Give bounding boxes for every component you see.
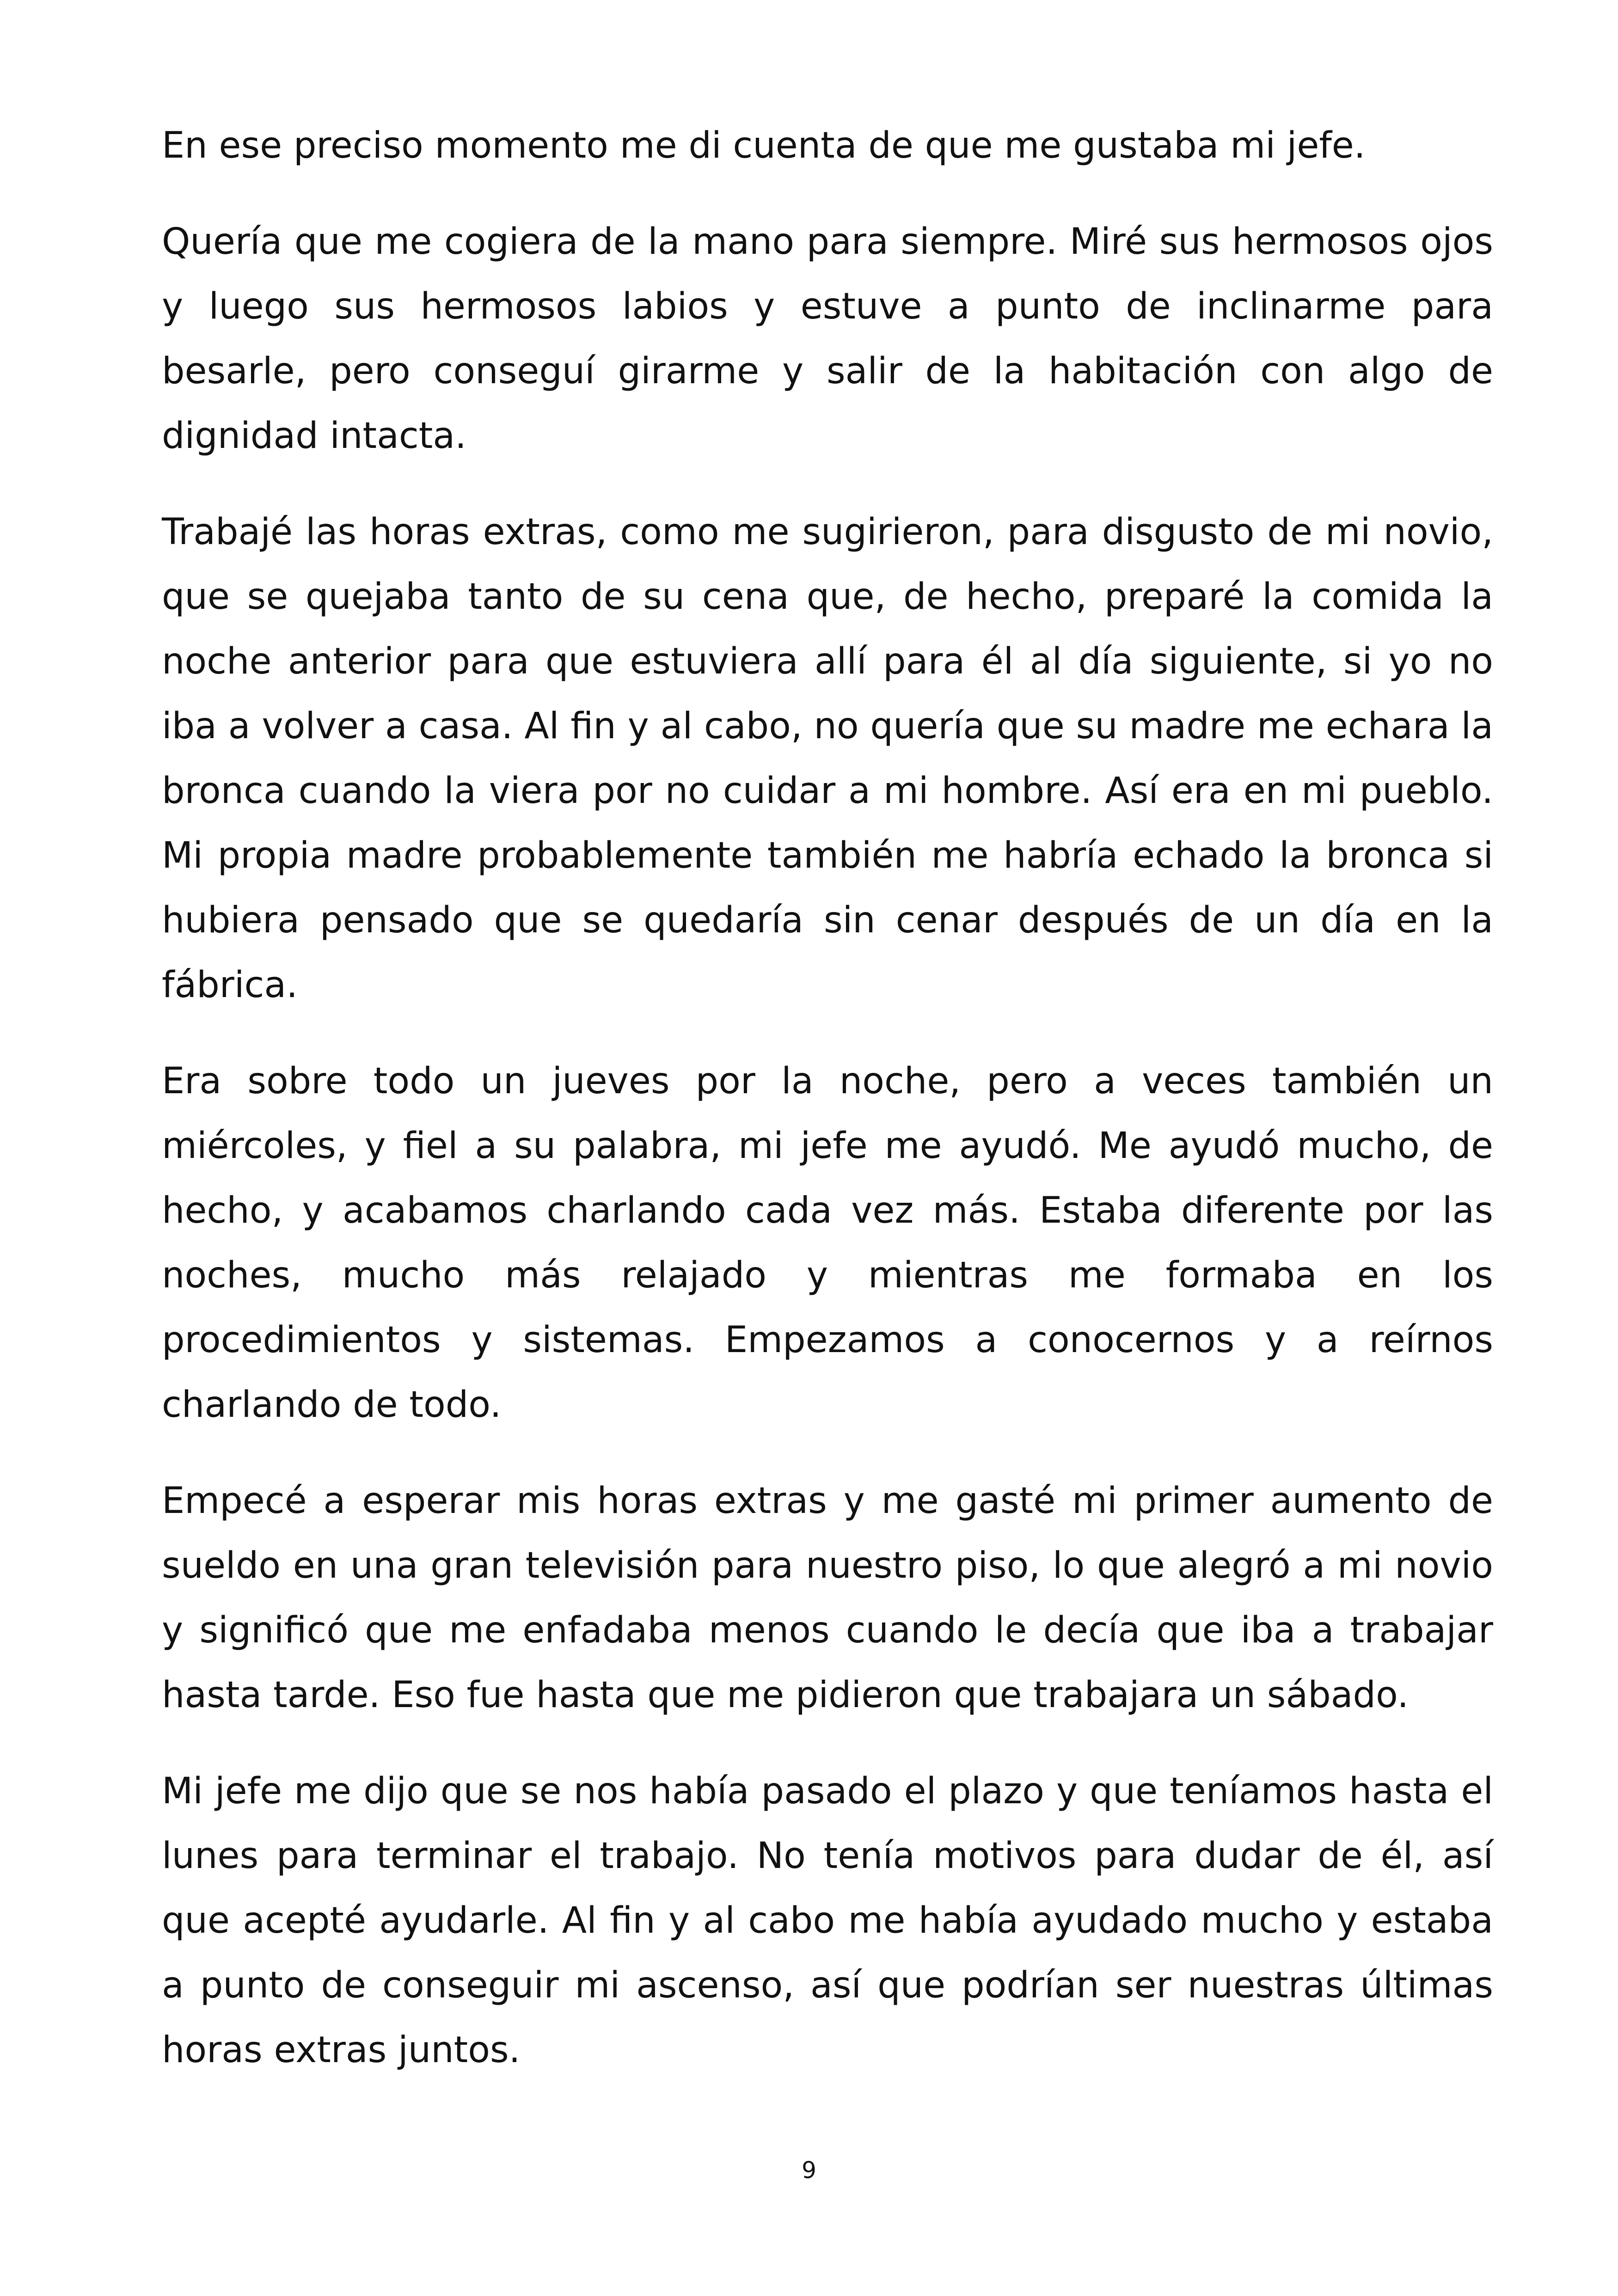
paragraph-5: Empecé a esperar mis horas extras y me gasté mi primer aumento de sueldo en una gran televisión para nuestro piso, lo que alegró a mi novio y significó que me enfadaba menos cuando le decía que iba a trabajar hasta tarde. Eso fue hasta que me pidieron que trabajara un sábado. (162, 1480, 1493, 1716)
paragraph-6: Mi jefe me dijo que se nos había pasado el plazo y que teníamos hasta el lunes para terminar el trabajo. No tenía motivos para dudar de él, así que acepté ayudarle. Al fin y al cabo me había ayudado mucho y estaba a punto de conseguir mi ascenso, así que podrían ser nuestras últimas horas extras juntos. (162, 1770, 1493, 2071)
paragraph-2: Quería que me cogiera de la mano para siempre. Miré sus hermosos ojos y luego sus hermosos labios y estuve a punto de inclinarme para besarle, pero conseguí girarme y salir de la habitación con algo de dignidad intacta. (162, 221, 1493, 457)
paragraph-3: Trabajé las horas extras, como me sugirieron, para disgusto de mi novio, que se quejaba tanto de su cena que, de hecho, preparé la comida la noche anterior para que estuviera allí para él al día siguiente, si yo no iba a volver a casa. Al fin y al cabo, no quería que su madre me echara la bronca cuando la viera por no cuidar a mi hombre. Así era en mi pueblo. Mi propia madre probablemente también me habría echado la bronca si hubiera pensado que se quedaría sin cenar después de un día en la fábrica. (162, 511, 1493, 1006)
body-text (162, 113, 1493, 2114)
paragraph-1: En ese preciso momento me di cuenta de que me gustaba mi jefe. (162, 125, 1366, 166)
paragraph-4: Era sobre todo un jueves por la noche, pero a veces también un miércoles, y fiel a su palabra, mi jefe me ayudó. Me ayudó mucho, de hecho, y acabamos charlando cada vez más. Estaba diferente por las noches, mucho más relajado y mientras me formaba en los procedimientos y sistemas. Empezamos a conocernos y a reírnos charlando de todo. (162, 1060, 1493, 1426)
page-number: 9 (802, 2157, 816, 2184)
